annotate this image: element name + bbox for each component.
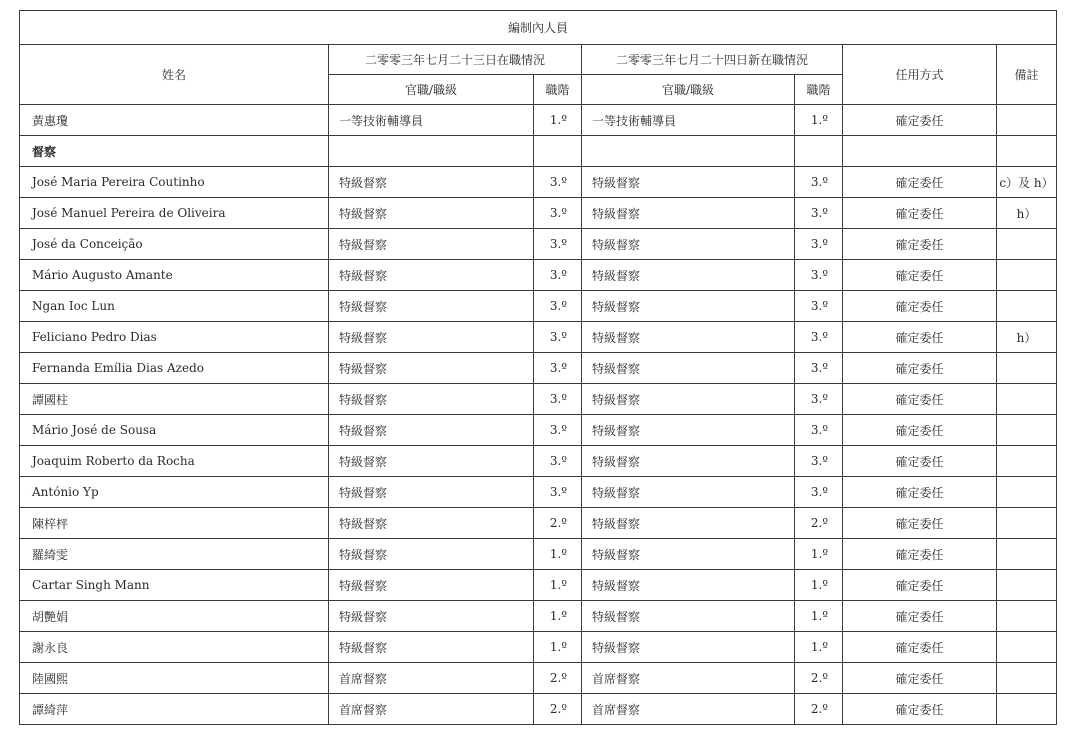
cell-rank-a: 特級督察 xyxy=(329,291,534,322)
col-header-appointment: 任用方式 xyxy=(843,45,997,105)
cell-notes xyxy=(997,570,1057,601)
cell-notes xyxy=(997,477,1057,508)
cell-name: 胡艷娟 xyxy=(20,601,329,632)
cell-rank-b: 特級督察 xyxy=(582,198,795,229)
table-row xyxy=(20,508,1057,539)
table-row xyxy=(20,601,1057,632)
cell-notes xyxy=(997,632,1057,663)
cell-rank-b: 特級督察 xyxy=(582,322,795,353)
cell-name: 譚國柱 xyxy=(20,384,329,415)
col-header-rank-b: 官職/職級 xyxy=(582,75,795,105)
cell-grade-a: 3.º xyxy=(534,446,582,477)
cell-grade-a: 1.º xyxy=(534,539,582,570)
cell-appointment: 確定委任 xyxy=(843,694,997,725)
cell-appointment: 確定委任 xyxy=(843,105,997,136)
table-row xyxy=(20,198,1057,229)
cell-rank-b: 特級督察 xyxy=(582,415,795,446)
cell-grade-a: 3.º xyxy=(534,415,582,446)
cell-name: José Maria Pereira Coutinho xyxy=(20,167,329,198)
cell-grade-a: 3.º xyxy=(534,353,582,384)
cell-name: António Yp xyxy=(20,477,329,508)
cell-appointment: 確定委任 xyxy=(843,353,997,384)
cell-appointment: 確定委任 xyxy=(843,415,997,446)
cell-grade-a: 3.º xyxy=(534,260,582,291)
cell-rank-a: 特級督察 xyxy=(329,167,534,198)
cell-rank-b: 一等技術輔導員 xyxy=(582,105,795,136)
cell-appointment: 確定委任 xyxy=(843,632,997,663)
cell-name: Fernanda Emília Dias Azedo xyxy=(20,353,329,384)
table-row xyxy=(20,446,1057,477)
cell-grade-b: 3.º xyxy=(795,260,843,291)
cell-grade-a: 1.º xyxy=(534,632,582,663)
cell-grade-a: 2.º xyxy=(534,694,582,725)
cell-notes xyxy=(997,229,1057,260)
table-row xyxy=(20,570,1057,601)
cell-notes xyxy=(997,508,1057,539)
table-row xyxy=(20,632,1057,663)
col-header-period-a: 二零零三年七月二十三日在職情況 xyxy=(329,45,582,75)
cell-name: Feliciano Pedro Dias xyxy=(20,322,329,353)
cell-name: 陸國熙 xyxy=(20,663,329,694)
cell-rank-b: 首席督察 xyxy=(582,694,795,725)
cell-rank-a: 特級督察 xyxy=(329,260,534,291)
cell-grade-a: 3.º xyxy=(534,477,582,508)
cell-grade-b: 1.º xyxy=(795,632,843,663)
col-header-grade-b: 職階 xyxy=(795,75,843,105)
cell-grade-a: 1.º xyxy=(534,570,582,601)
cell-notes xyxy=(997,539,1057,570)
cell-rank-a: 首席督察 xyxy=(329,694,534,725)
empty-cell xyxy=(534,136,582,167)
cell-grade-a: 3.º xyxy=(534,384,582,415)
cell-name: Ngan Ioc Lun xyxy=(20,291,329,322)
cell-appointment: 確定委任 xyxy=(843,167,997,198)
cell-notes xyxy=(997,353,1057,384)
cell-name: 羅綺雯 xyxy=(20,539,329,570)
cell-rank-a: 特級督察 xyxy=(329,229,534,260)
col-header-rank-a: 官職/職級 xyxy=(329,75,534,105)
cell-notes xyxy=(997,384,1057,415)
cell-appointment: 確定委任 xyxy=(843,539,997,570)
cell-grade-a: 2.º xyxy=(534,508,582,539)
cell-name: 譚綺萍 xyxy=(20,694,329,725)
table-row xyxy=(20,105,1057,136)
cell-rank-a: 特級督察 xyxy=(329,384,534,415)
table-body xyxy=(20,105,1057,725)
cell-rank-a: 首席督察 xyxy=(329,663,534,694)
cell-grade-b: 3.º xyxy=(795,384,843,415)
cell-rank-a: 特級督察 xyxy=(329,632,534,663)
cell-grade-b: 3.º xyxy=(795,415,843,446)
cell-rank-b: 特級督察 xyxy=(582,353,795,384)
cell-appointment: 確定委任 xyxy=(843,663,997,694)
cell-notes xyxy=(997,105,1057,136)
cell-grade-b: 2.º xyxy=(795,663,843,694)
cell-rank-b: 特級督察 xyxy=(582,167,795,198)
cell-appointment: 確定委任 xyxy=(843,477,997,508)
table-row xyxy=(20,353,1057,384)
col-header-period-b: 二零零三年七月二十四日新在職情況 xyxy=(582,45,843,75)
section-row xyxy=(20,136,1057,167)
cell-grade-a: 3.º xyxy=(534,198,582,229)
cell-grade-a: 3.º xyxy=(534,167,582,198)
empty-cell xyxy=(582,136,795,167)
cell-name: José da Conceição xyxy=(20,229,329,260)
table-row xyxy=(20,539,1057,570)
cell-name: 陳梓枰 xyxy=(20,508,329,539)
cell-notes xyxy=(997,663,1057,694)
empty-cell xyxy=(329,136,534,167)
cell-grade-b: 2.º xyxy=(795,694,843,725)
cell-grade-a: 3.º xyxy=(534,291,582,322)
cell-grade-a: 1.º xyxy=(534,601,582,632)
table-row xyxy=(20,663,1057,694)
cell-grade-b: 2.º xyxy=(795,508,843,539)
cell-rank-b: 特級督察 xyxy=(582,260,795,291)
table-row xyxy=(20,694,1057,725)
cell-notes xyxy=(997,291,1057,322)
staff-table xyxy=(19,10,1057,725)
cell-rank-a: 特級督察 xyxy=(329,508,534,539)
cell-grade-b: 3.º xyxy=(795,322,843,353)
cell-rank-b: 特級督察 xyxy=(582,632,795,663)
cell-appointment: 確定委任 xyxy=(843,570,997,601)
cell-name: Mário Augusto Amante xyxy=(20,260,329,291)
col-header-grade-a: 職階 xyxy=(534,75,582,105)
table-title: 編制內人員 xyxy=(20,11,1057,45)
cell-appointment: 確定委任 xyxy=(843,322,997,353)
col-header-name: 姓名 xyxy=(20,45,329,105)
cell-appointment: 確定委任 xyxy=(843,384,997,415)
table-row xyxy=(20,229,1057,260)
cell-notes xyxy=(997,694,1057,725)
cell-notes xyxy=(997,601,1057,632)
cell-rank-b: 特級督察 xyxy=(582,601,795,632)
cell-grade-b: 3.º xyxy=(795,198,843,229)
empty-cell xyxy=(795,136,843,167)
cell-rank-a: 特級督察 xyxy=(329,446,534,477)
cell-appointment: 確定委任 xyxy=(843,508,997,539)
cell-rank-a: 特級督察 xyxy=(329,322,534,353)
cell-notes: c）及 h） xyxy=(997,167,1057,198)
cell-appointment: 確定委任 xyxy=(843,291,997,322)
cell-notes: h） xyxy=(997,322,1057,353)
cell-rank-b: 首席督察 xyxy=(582,663,795,694)
cell-grade-a: 1.º xyxy=(534,105,582,136)
cell-grade-b: 3.º xyxy=(795,229,843,260)
cell-grade-b: 3.º xyxy=(795,167,843,198)
cell-name: José Manuel Pereira de Oliveira xyxy=(20,198,329,229)
cell-rank-a: 特級督察 xyxy=(329,415,534,446)
table-row xyxy=(20,291,1057,322)
cell-rank-a: 特級督察 xyxy=(329,601,534,632)
cell-rank-b: 特級督察 xyxy=(582,291,795,322)
cell-grade-a: 3.º xyxy=(534,229,582,260)
cell-rank-b: 特級督察 xyxy=(582,477,795,508)
cell-grade-a: 2.º xyxy=(534,663,582,694)
cell-grade-b: 1.º xyxy=(795,539,843,570)
cell-grade-b: 1.º xyxy=(795,601,843,632)
cell-name: Joaquim Roberto da Rocha xyxy=(20,446,329,477)
cell-rank-a: 特級督察 xyxy=(329,198,534,229)
table-row xyxy=(20,477,1057,508)
cell-rank-b: 特級督察 xyxy=(582,508,795,539)
cell-notes xyxy=(997,260,1057,291)
cell-notes: h） xyxy=(997,198,1057,229)
table-row xyxy=(20,415,1057,446)
table-row xyxy=(20,167,1057,198)
empty-cell xyxy=(843,136,997,167)
cell-appointment: 確定委任 xyxy=(843,601,997,632)
empty-cell xyxy=(997,136,1057,167)
cell-appointment: 確定委任 xyxy=(843,229,997,260)
section-label: 督察 xyxy=(20,136,329,167)
table-row xyxy=(20,322,1057,353)
cell-rank-a: 特級督察 xyxy=(329,477,534,508)
cell-rank-b: 特級督察 xyxy=(582,446,795,477)
cell-grade-a: 3.º xyxy=(534,322,582,353)
cell-appointment: 確定委任 xyxy=(843,446,997,477)
cell-grade-b: 1.º xyxy=(795,570,843,601)
cell-rank-b: 特級督察 xyxy=(582,229,795,260)
cell-rank-b: 特級督察 xyxy=(582,539,795,570)
cell-rank-b: 特級督察 xyxy=(582,384,795,415)
cell-rank-a: 一等技術輔導員 xyxy=(329,105,534,136)
cell-grade-b: 1.º xyxy=(795,105,843,136)
col-header-notes: 備註 xyxy=(997,45,1057,105)
cell-name: 謝永良 xyxy=(20,632,329,663)
cell-rank-b: 特級督察 xyxy=(582,570,795,601)
cell-name: Cartar Singh Mann xyxy=(20,570,329,601)
cell-notes xyxy=(997,415,1057,446)
cell-appointment: 確定委任 xyxy=(843,198,997,229)
cell-notes xyxy=(997,446,1057,477)
cell-rank-a: 特級督察 xyxy=(329,539,534,570)
cell-grade-b: 3.º xyxy=(795,446,843,477)
table-row xyxy=(20,384,1057,415)
cell-rank-a: 特級督察 xyxy=(329,570,534,601)
cell-rank-a: 特級督察 xyxy=(329,353,534,384)
cell-name: Mário José de Sousa xyxy=(20,415,329,446)
cell-grade-b: 3.º xyxy=(795,291,843,322)
cell-grade-b: 3.º xyxy=(795,477,843,508)
cell-grade-b: 3.º xyxy=(795,353,843,384)
cell-appointment: 確定委任 xyxy=(843,260,997,291)
cell-name: 黃惠瓊 xyxy=(20,105,329,136)
table-row xyxy=(20,260,1057,291)
